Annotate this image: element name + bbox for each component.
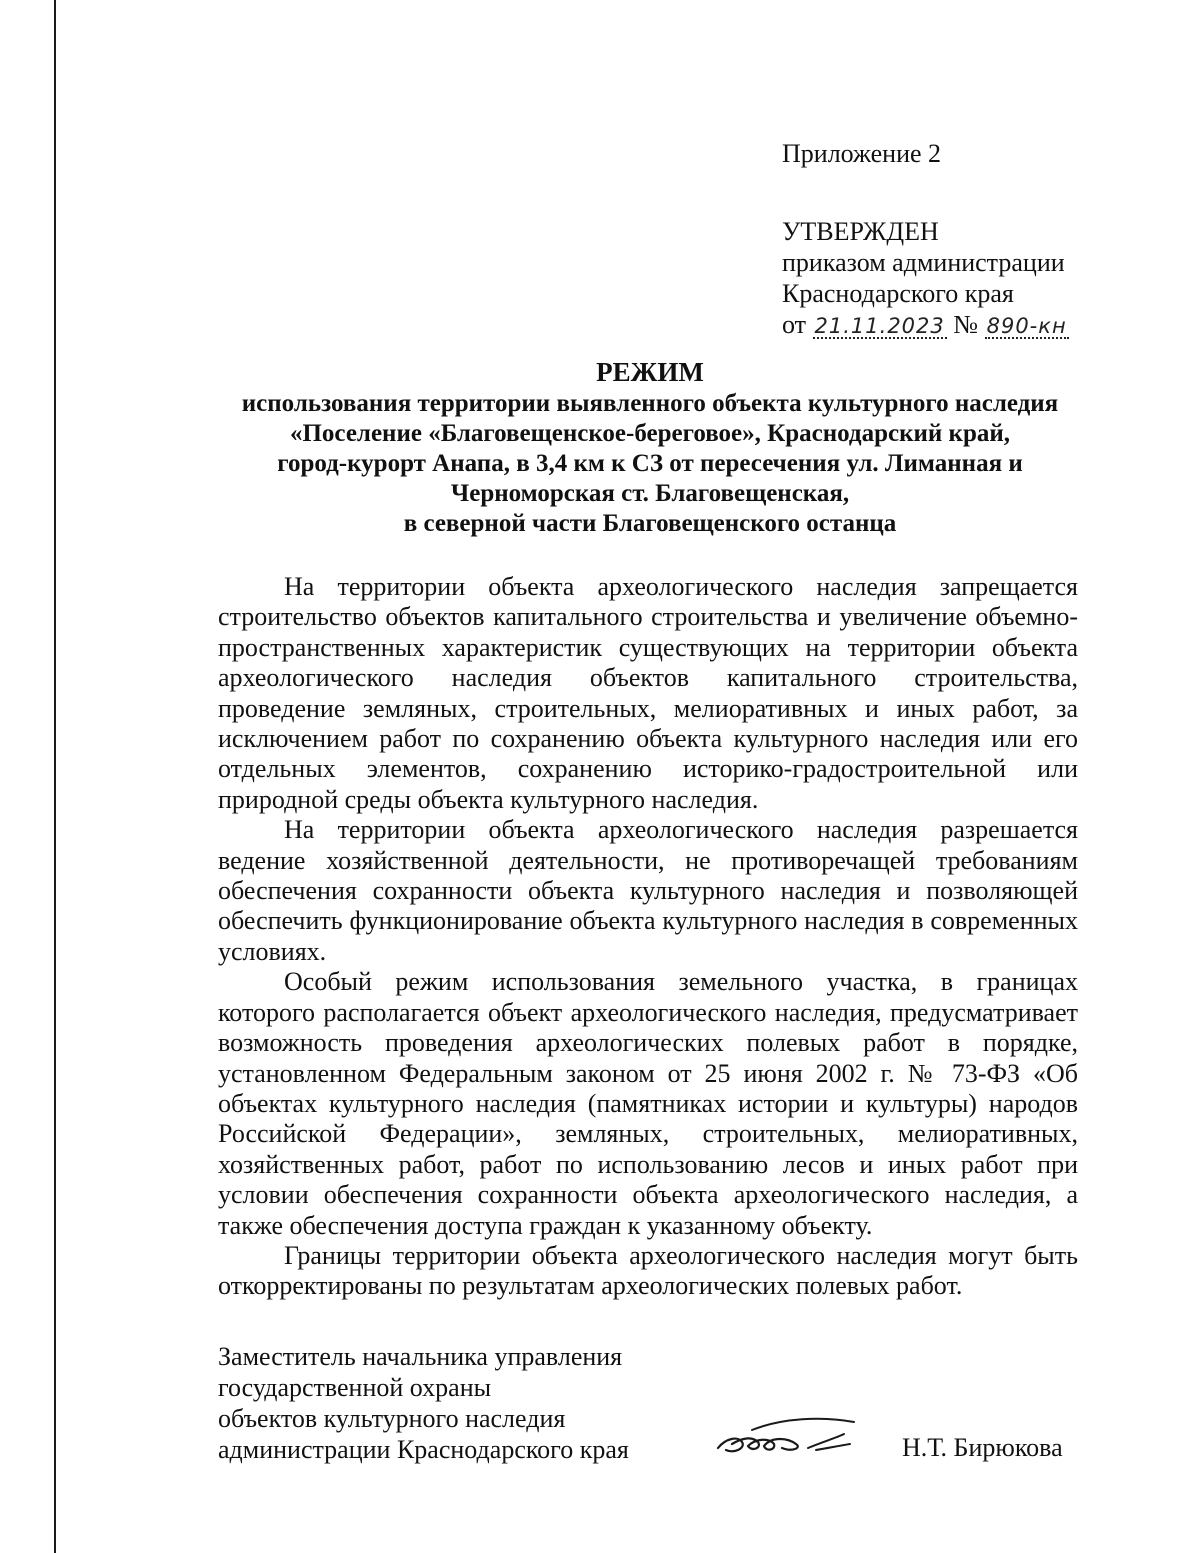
- position-line: государственной охраны: [218, 1373, 492, 1402]
- document-body: [218, 572, 1078, 1302]
- approved-by-line-1: приказом администрации: [782, 248, 1065, 277]
- date-prefix: от: [782, 310, 807, 339]
- title-heading: РЕЖИМ: [596, 357, 704, 387]
- handwritten-date: 21.11.2023: [814, 314, 945, 338]
- document-title: [200, 357, 1100, 539]
- body-paragraph: Особый режим использования земельного участка, в границах которого располагается объект археологического наследия, предусматривает возможность проведения археологических полевых работ в порядке, установленном Федеральным законом от 25 июня 2002 г. № 73-ФЗ «Об объектах культурного наследия (памятниках истории и культуры) народов Российской Федерации», земляных, строительных, мелиоративных, хозяйственных работ, работ по использованию лесов и иных работ при условии обеспечения сохранности объекта археологического наследия, а также обеспечения доступа граждан к указанному объекту.: [218, 967, 1078, 1240]
- title-line: Черноморская ст. Благовещенская,: [450, 480, 850, 507]
- body-paragraph: Границы территории объекта археологического наследия могут быть откорректированы по результатам археологических полевых работ.: [218, 1240, 1078, 1301]
- title-line: «Поселение «Благовещенское-береговое», Краснодарский край,: [289, 420, 1011, 447]
- body-paragraph: На территории объекта археологического наследия запрещается строительство объектов капитального строительства и увеличение объемно-пространственных характеристик существующих на территории объекта археологического наследия объектов капитального строительства, проведение земляных, строительных, мелиоративных и иных работ, за исключением работ по сохранению объекта культурного наследия или его отдельных элементов, сохранению историко-градостроительной или природной среды объекта культурного наследия.: [218, 572, 1078, 814]
- approved-by-line-2: Краснодарского края: [782, 279, 1014, 308]
- title-line: город-курорт Анапа, в 3,4 км к СЗ от пересечения ул. Лиманная и: [277, 450, 1023, 477]
- approval-stamp-block: [782, 138, 1069, 340]
- title-line: в северной части Благовещенского останца: [403, 510, 897, 537]
- handwritten-number: 890-кн: [986, 314, 1067, 338]
- title-line: использования территории выявленного объекта культурного наследия: [241, 390, 1059, 417]
- order-date-number-line: [782, 309, 1069, 340]
- signatory-name: Н.Т. Бирюкова: [902, 1433, 1063, 1462]
- position-line: администрации Краснодарского края: [218, 1435, 629, 1464]
- annex-label: Приложение 2: [782, 139, 942, 168]
- signatory-position: [218, 1341, 629, 1465]
- number-prefix: №: [953, 310, 979, 339]
- body-paragraph: На территории объекта археологического наследия разрешается ведение хозяйственной деятельности, не противоречащей требованиям обеспечения сохранности объекта культурного наследия и позволяющей обеспечить функционирование объекта культурного наследия в современных условиях.: [218, 815, 1078, 966]
- handwritten-signature: [712, 1408, 862, 1458]
- position-line: Заместитель начальника управления: [218, 1342, 623, 1371]
- position-line: объектов культурного наследия: [218, 1404, 566, 1433]
- approved-label: УТВЕРЖДЕН: [782, 217, 939, 246]
- page-binding-line: [54, 0, 56, 1553]
